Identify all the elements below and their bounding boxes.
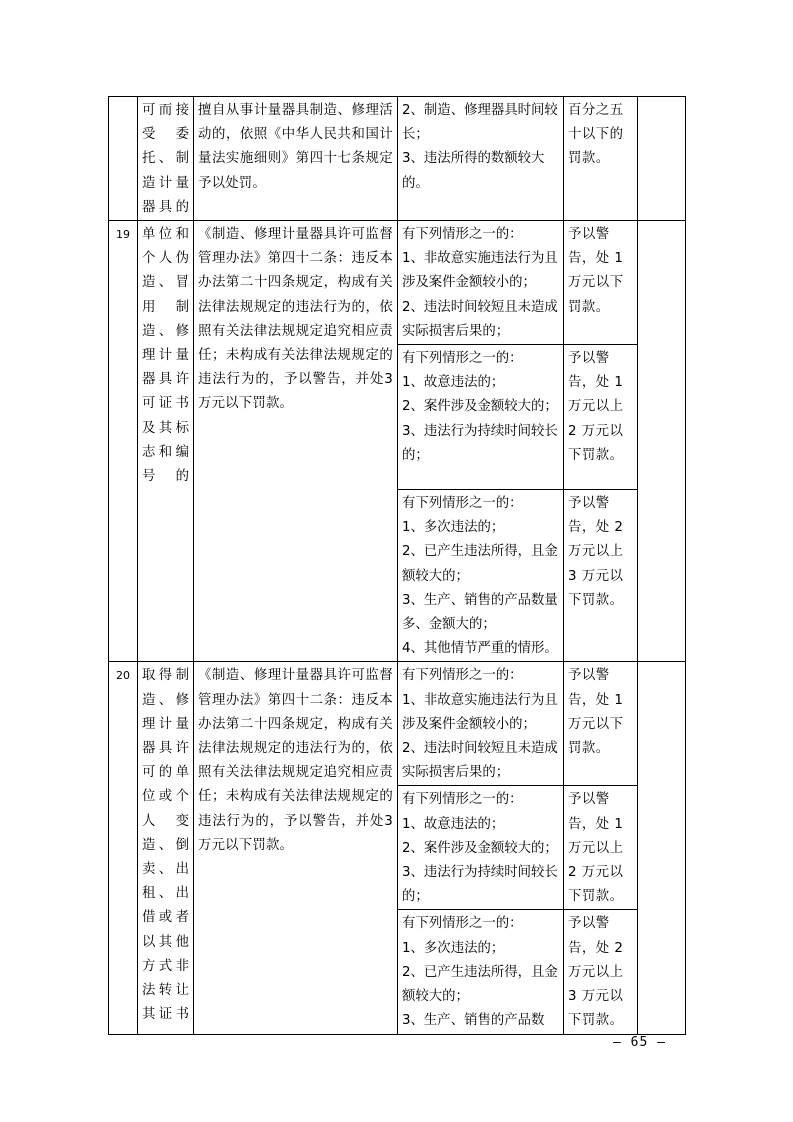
item-line: 可而接 [142,103,189,118]
circumstance-line: 4、其他情节严重的情形。 [402,641,558,657]
penalty-standard: 予以警告，处 1 万元以上 2 万元以下罚款。 [564,786,638,910]
legal-basis: 《制造、修理计量器具许可监督管理办法》第四十二条：违反本办法第二十四条规定，构成有关法律法规规定的违法行为的，依照有关法律法规规定追究相应责任；未构成有关法律法规规定的违法行为的，予以警告，并处3万元以下罚款。 [194,662,398,1034]
violation-item [138,662,194,1034]
remark [638,221,686,662]
item-line: 取得制 [142,668,189,684]
penalty-standard: 百分之五十以下的罚款。 [564,97,638,221]
item-line: 号的 [142,469,189,485]
item-line: 可证书 [142,396,189,412]
item-line: 造、修 [142,692,189,708]
remark [638,97,686,221]
item-line: 造、修 [142,323,189,339]
row-number [109,97,138,221]
table-row [109,662,686,786]
item-line: 以其他 [142,934,189,950]
circumstance-line: 3、违法行为持续时间较长的； [402,423,558,463]
circumstance-line: 3、生产、销售的产品数量多、金额大的； [402,592,558,633]
circumstances [398,221,564,345]
item-line: 造计量 [142,175,189,191]
item-line: 卖、出 [142,862,189,878]
circumstance-line: 有下列情形之一的： [402,792,523,808]
circumstance-line: 3、生产、销售的产品数 [402,1013,545,1029]
violation-item [138,221,194,662]
circumstance-line: 有下列情形之一的： [402,496,523,512]
item-line: 单位和 [142,227,189,243]
circumstance-line: 2、制造、修理器具时间较长； [402,103,558,143]
item-line: 理计量 [142,348,189,364]
penalty-standard: 予以警告，处 1 万元以下罚款。 [564,662,638,786]
row-number: 20 [109,662,138,1034]
penalty-standard: 予以警告，处 2 万元以上 3 万元以下罚款。 [564,910,638,1034]
circumstance-line: 2、已产生违法所得，且金额较大的； [402,544,558,584]
item-line: 位或个 [142,789,189,805]
page-number: — 65 — [613,1035,666,1050]
item-line: 及其标 [142,420,189,436]
item-line: 法转让 [142,983,189,999]
circumstances [398,97,564,221]
item-line: 器具许 [142,372,189,388]
item-line: 个人伪 [142,251,189,267]
penalty-standard-table [108,96,686,1035]
item-line: 可的单 [142,765,189,781]
penalty-standard: 予以警告，处 1 万元以下罚款。 [564,221,638,345]
item-line: 器具的 [142,199,189,215]
circumstance-line: 2、违法时间较短且未造成实际损害后果的； [402,299,558,339]
circumstance-line: 有下列情形之一的： [402,351,523,367]
legal-basis: 擅自从事计量器具制造、修理活动的，依照《中华人民共和国计量法实施细则》第四十七条规定予以处罚。 [194,97,398,221]
penalty-standard: 予以警告，处 2 万元以上 3 万元以下罚款。 [564,490,638,662]
circumstance-line: 3、违法行为持续时间较长的； [402,865,558,905]
circumstance-line: 1、非故意实施违法行为且涉及案件金额较小的； [402,692,558,732]
circumstance-line: 2、已产生违法所得，且金额较大的； [402,964,558,1005]
circumstance-line: 3、违法所得的数额较大的。 [402,151,545,191]
circumstances [398,490,564,662]
item-line: 志和编 [142,444,189,460]
item-line: 造、冒 [142,275,189,291]
penalty-standard: 予以警告，处 1 万元以上 2 万元以下罚款。 [564,345,638,490]
item-line: 受 委 [142,127,189,143]
item-line: 租、出 [142,886,189,902]
item-line: 用 制 [142,299,189,315]
table-row [109,97,686,221]
circumstances [398,910,564,1034]
circumstance-line: 1、多次违法的； [402,940,505,956]
circumstance-line: 1、故意违法的； [402,816,505,832]
item-line: 其证书 [142,1007,189,1023]
item-line: 托、制 [142,151,189,167]
circumstance-line: 1、故意违法的； [402,375,505,391]
circumstance-line: 2、案件涉及金额较大的； [402,840,558,856]
row-number: 19 [109,221,138,662]
legal-basis: 《制造、修理计量器具许可监督管理办法》第四十二条：违反本办法第二十四条规定，构成有关法律法规规定的违法行为的，依照有关法律法规规定追究相应责任；未构成有关法律法规规定的违法行为的，予以警告，并处3万元以下罚款。 [194,221,398,662]
item-line: 理计量 [142,716,189,732]
circumstance-line: 有下列情形之一的： [402,916,523,932]
circumstance-line: 有下列情形之一的： [402,227,523,243]
item-line: 造、倒 [142,837,189,853]
circumstance-line: 2、违法时间较短且未造成实际损害后果的； [402,741,558,781]
item-line: 人 变 [142,813,189,829]
circumstances [398,345,564,490]
circumstance-line: 有下列情形之一的： [402,668,523,684]
remark [638,662,686,1034]
circumstance-line: 2、案件涉及金额较大的； [402,399,558,415]
item-line: 器具许 [142,741,189,757]
violation-item [138,97,194,221]
item-line: 方式非 [142,958,189,974]
circumstance-line: 1、非故意实施违法行为且涉及案件金额较小的； [402,251,558,291]
item-line: 借或者 [142,910,189,926]
table-row [109,221,686,345]
circumstances [398,662,564,786]
circumstances [398,786,564,910]
circumstance-line: 1、多次违法的； [402,520,505,536]
